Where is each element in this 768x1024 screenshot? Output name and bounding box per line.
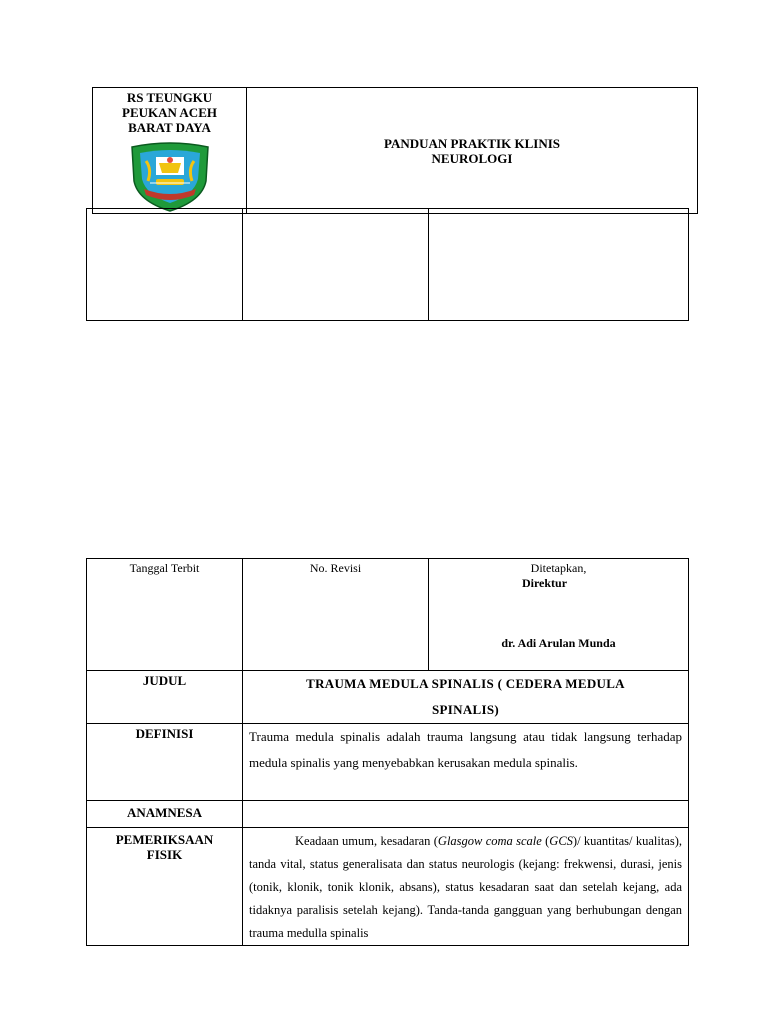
tanggal-terbit-cell [87,559,243,671]
pemeriksaan-text-part-b: ( [541,834,550,848]
content-table [86,558,689,946]
no-revisi-cell [243,559,429,671]
hospital-name-cell [93,88,247,214]
definisi-value-cell [243,724,689,801]
pemeriksaan-text-gcs-abbr: GCS [549,834,573,848]
hospital-name-line2: PEUKAN ACEH [122,105,217,120]
pemeriksaan-text-gcs-full: Glasgow coma scale [437,834,542,848]
anamnesa-label-cell [87,801,243,828]
judul-label: JUDUL [142,673,187,688]
pemeriksaan-label-line2: FISIK [146,847,183,862]
definisi-label-cell [87,724,243,801]
empty-cell [243,209,429,321]
judul-label-cell [87,671,243,724]
definisi-label: DEFINISI [135,726,194,741]
direktur-title: Direktur [521,576,568,590]
pemeriksaan-text-part-c: )/ kuantitas/ kualitas), tanda vital, status generalisata dan status neurologis (kejang: frekwensi, durasi, jenis (tonik, klonik, tonik klonik, absans), status kesadaran saat dan setelah kejang, ada tidaknya paralisis setelah kejang). Tanda-tanda gangguan yang berhubungan dengan trauma medulla spinalis [249,834,682,940]
empty-info-table [86,208,689,321]
document-title-line2: NEUROLOGI [431,150,513,166]
judul-value-cell [243,671,689,724]
pemeriksaan-label-line1: PEMERIKSAAN [115,832,214,847]
no-revisi-label: No. Revisi [309,561,362,575]
hospital-name-line1: RS TEUNGKU [126,90,213,105]
tanggal-terbit-label: Tanggal Terbit [129,561,200,575]
anamnesa-label: ANAMNESA [126,805,203,820]
header-table [92,87,698,214]
pemeriksaan-value-cell [243,828,689,946]
ditetapkan-label: Ditetapkan, [530,561,587,575]
judul-title-line1: TRAUMA MEDULA SPINALIS ( CEDERA MEDULA [306,676,625,691]
judul-title-line2: SPINALIS) [432,702,499,717]
ditetapkan-cell [429,559,689,671]
pemeriksaan-label-cell [87,828,243,946]
empty-cell [87,209,243,321]
pemeriksaan-text-part-a: Keadaan umum, kesadaran ( [295,834,438,848]
hospital-name-line3: BARAT DAYA [128,120,211,135]
definisi-text: Trauma medula spinalis adalah trauma langsung atau tidak langsung terhadap medula spinalis yang menyebabkan kerusakan medula spinalis. [249,729,682,770]
document-title-line1: PANDUAN PRAKTIK KLINIS [384,135,560,151]
empty-cell [429,209,689,321]
document-title-cell [247,88,698,214]
direktur-name: dr. Adi Arulan Munda [501,636,616,650]
regency-emblem-logo [126,141,214,213]
anamnesa-value-cell [243,801,689,828]
